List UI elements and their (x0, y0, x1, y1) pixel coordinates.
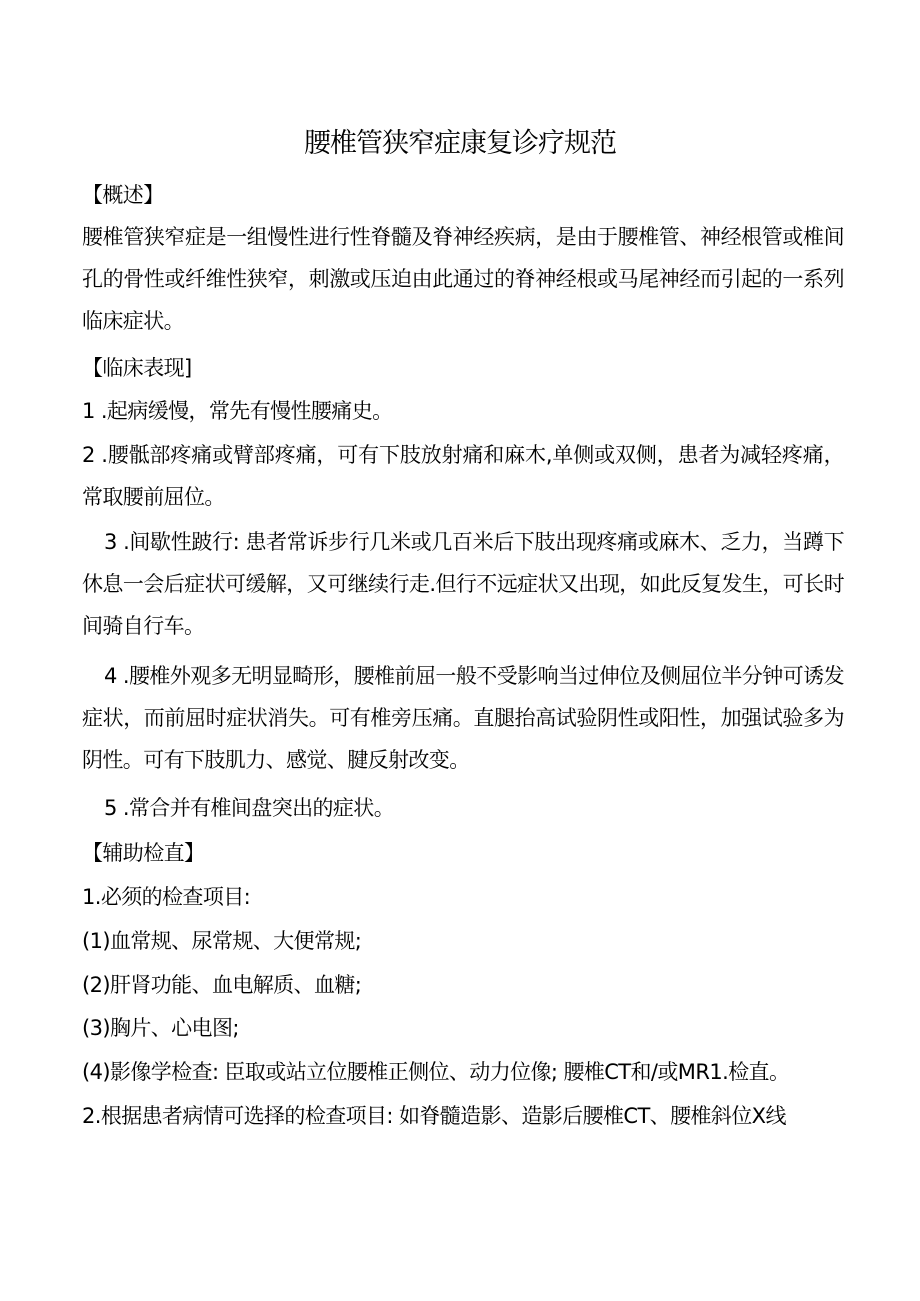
overview-paragraph: 腰椎管狭窄症是一组慢性进行性脊髓及脊神经疾病，是由于腰椎管、神经根管或椎间孔的骨性或纤维性狭窄，刺激或压迫由此通过的脊神经根或马尾神经而引起的一系列临床症状。 (82, 225, 844, 333)
clinical-item-5: 5 .常合并有椎间盘突出的症状。 (104, 796, 395, 820)
clinical-heading: 【临床表现] (82, 356, 192, 380)
exams-heading: 【辅助检直】 (82, 841, 205, 865)
clinical-item-2: 2 .腰骶部疼痛或臂部疼痛，可有下肢放射痛和麻木,单侧或双侧，患者为减轻疼痛，常取腰前屈位。 (82, 443, 844, 509)
exams-optional: 2.根据患者病情可选择的检查项目: 如脊髓造影、造影后腰椎CT、腰椎斜位X线 (82, 1104, 786, 1128)
clinical-item-4: 4 .腰椎外观多无明显畸形，腰椎前屈一般不受影响当过伸位及侧屈位半分钟可诱发症状，而前屈时症状消失。可有椎旁压痛。直腿抬高试验阴性或阳性，加强试验多为阴性。可有下肢肌力、感觉、腱反射改变。 (82, 664, 844, 772)
document-title: 腰椎管狭窄症康复诊疗规范 (304, 128, 616, 159)
exams-required-item-4: (4)影像学检查: 臣取或站立位腰椎正侧位、动力位像; 腰椎CT和/或MR1.检直。 (82, 1060, 790, 1084)
exams-required-title: 1.必须的检查项目: (82, 885, 251, 909)
exams-required-item-2: (2)肝肾功能、血电解质、血糖; (82, 973, 362, 997)
overview-heading: 【概述】 (82, 183, 164, 207)
exams-required-item-1: (1)血常规、尿常规、大便常规; (82, 929, 362, 953)
exams-required-item-3: (3)胸片、心电图; (82, 1016, 239, 1040)
clinical-item-3: 3 .间歇性跛行: 患者常诉步行几米或几百米后下肢出现疼痛或麻木、乏力，当蹲下休息一会后症状可缓解，又可继续行走.但行不远症状又出现，如此反复发生，可长时间骑自行车。 (82, 530, 844, 638)
clinical-item-1: 1 .起病缓慢，常先有慢性腰痛史。 (82, 399, 393, 423)
